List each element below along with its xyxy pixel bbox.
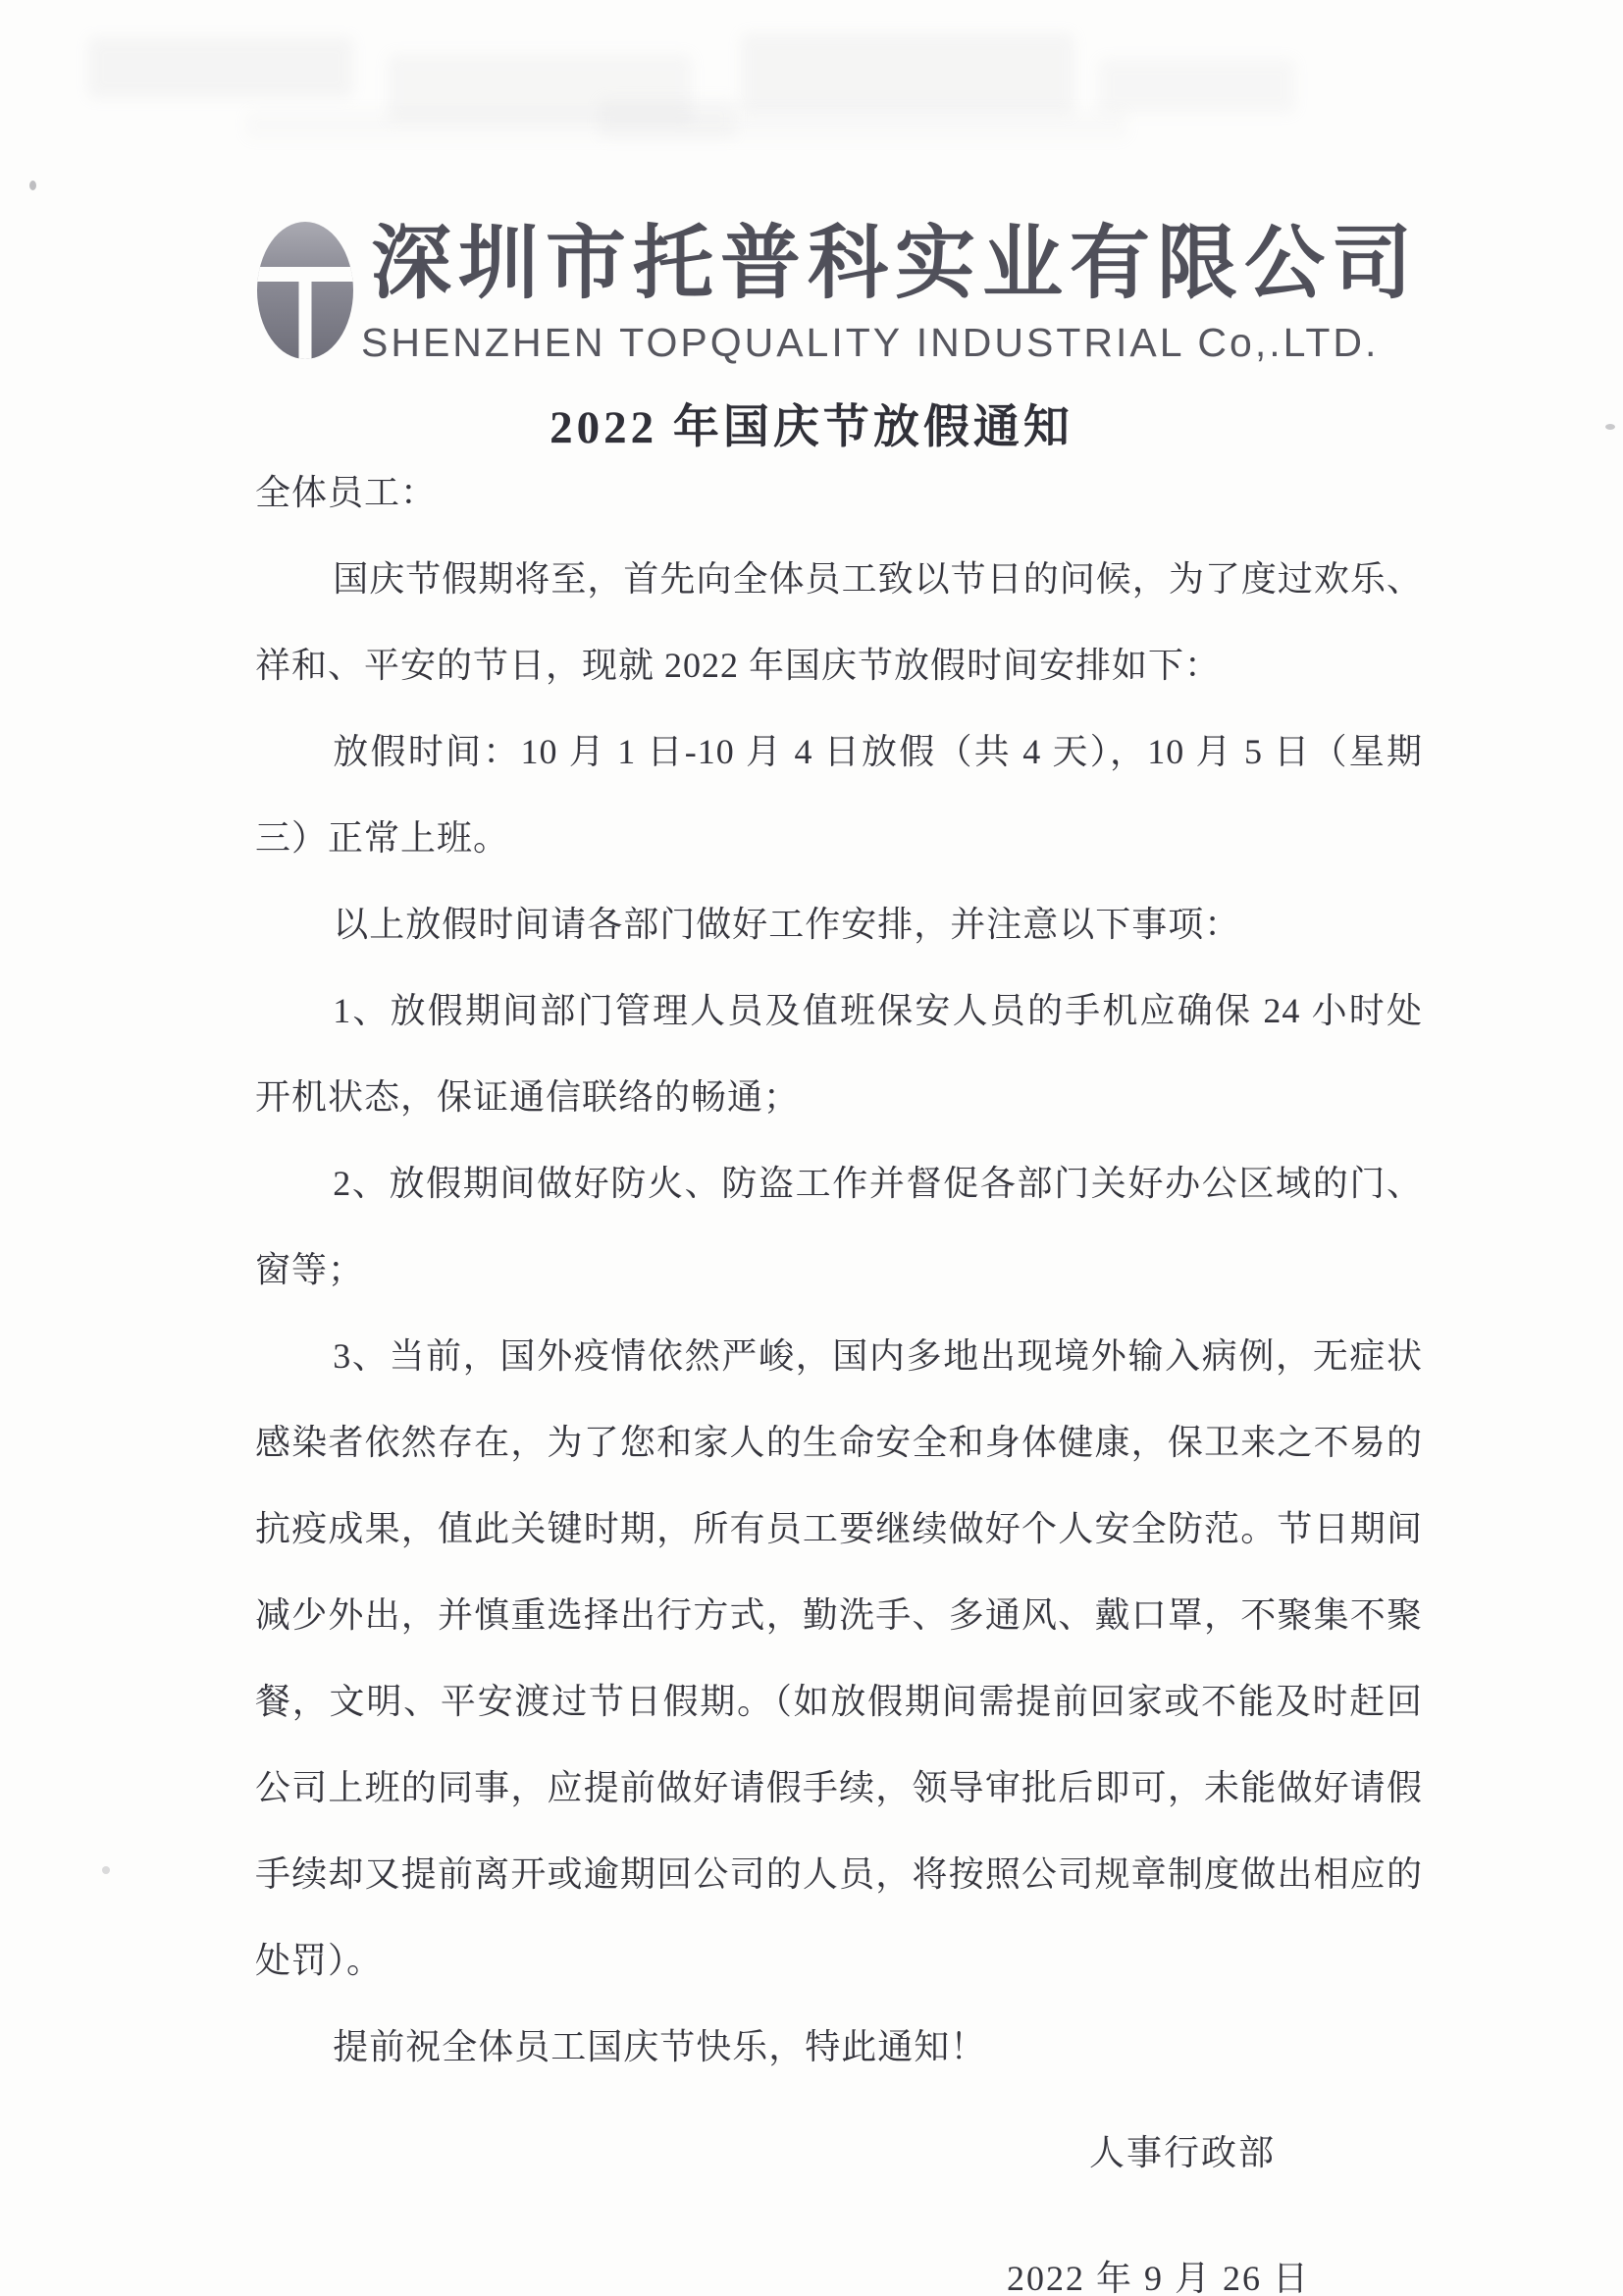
scan-artifact [1099, 59, 1295, 113]
salutation: 全体员工： [255, 473, 438, 512]
company-name-chinese: 深圳市托普科实业有限公司 [371, 219, 1420, 308]
notice-item-2: 2、放假期间做好防火、防盗工作并督促各部门关好办公区域的门、窗等； [255, 1164, 1423, 1289]
notice-date: 2022 年 9 月 26 日 [1006, 2259, 1310, 2296]
notice-paragraph-arrangement: 以上放假时间请各部门做好工作安排，并注意以下事项： [333, 905, 1241, 944]
signature-department: 人事行政部 [1088, 2133, 1276, 2172]
company-logo-icon [257, 222, 353, 359]
logo-ellipse [257, 222, 353, 359]
notice-paragraph-holiday-dates: 放假时间：10 月 1 日-10 月 4 日放假（共 4 天），10 月 5 日（星期三）正常上班。 [255, 732, 1423, 858]
logo-t-vertical-bar [299, 267, 312, 359]
scan-speck [102, 1866, 110, 1874]
scan-artifact [245, 110, 1128, 139]
company-name-english: SHENZHEN TOPQUALITY INDUSTRIAL Co,.LTD. [361, 320, 1380, 365]
scan-artifact [741, 33, 1074, 114]
notice-body [255, 449, 1423, 2296]
notice-title: 2022 年国庆节放假通知 [550, 402, 1073, 453]
notice-item-1: 1、放假期间部门管理人员及值班保安人员的手机应确保 24 小时处开机状态，保证通信联络的畅通； [255, 991, 1423, 1117]
notice-closing: 提前祝全体员工国庆节快乐，特此通知！ [333, 2027, 987, 2066]
scan-artifact [88, 37, 353, 98]
notice-paragraph-greeting: 国庆节假期将至，首先向全体员工致以节日的问候，为了度过欢乐、祥和、平安的节日，现就 2022 年国庆节放假时间安排如下： [255, 559, 1423, 685]
notice-item-3: 3、当前，国外疫情依然严峻，国内多地出现境外输入病例，无症状感染者依然存在，为了您和家人的生命安全和身体健康，保卫来之不易的抗疫成果，值此关键时期，所有员工要继续做好个人安全防范。节日期间减少外出，并慎重选择出行方式，勤洗手、多通风、戴口罩，不聚集不聚餐，文明、平安渡过节日假期。（如放假期间需提前回家或不能及时赶回公司上班的同事，应提前做好请假手续，领导审批后即可，未能做好请假手续却又提前离开或逾期回公司的人员，将按照公司规章制度做出相应的处罚）。 [255, 1336, 1423, 1980]
scan-speck [29, 181, 36, 190]
